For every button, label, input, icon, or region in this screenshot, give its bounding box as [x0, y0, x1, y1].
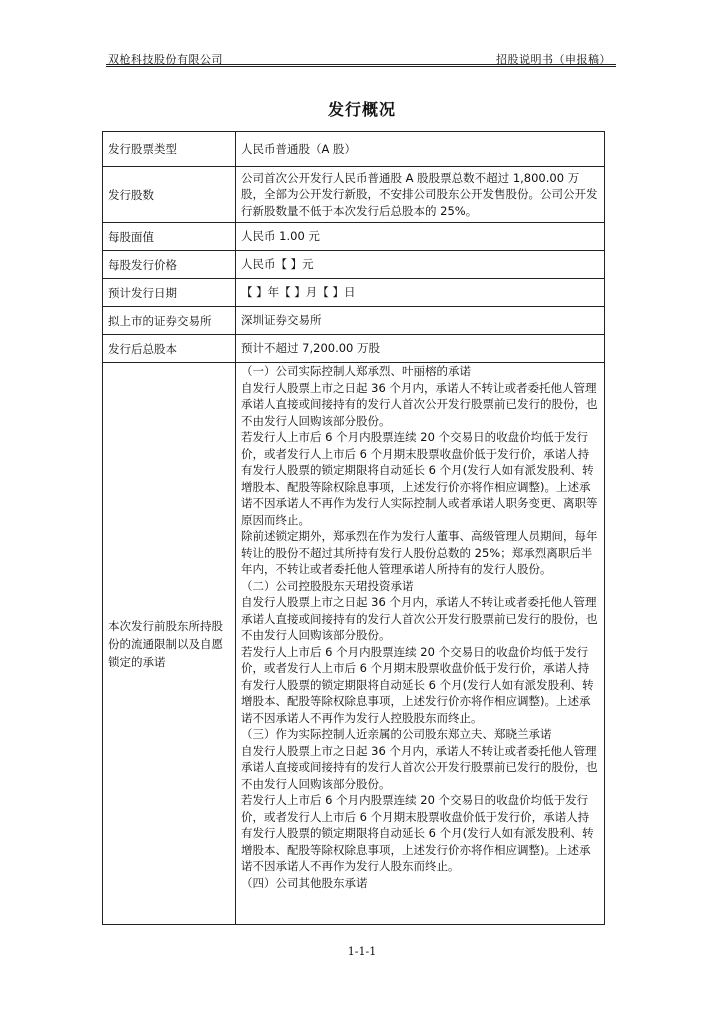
header-rule	[106, 64, 616, 67]
commitment-paragraph: 若发行人上市后 6 个月内股票连续 20 个交易日的收盘价均低于发行价，或者发行人上市后 6 个月期末股票收盘价低于发行价，承诺人持有发行人股票的锁定期限将自动延长 6 个月(发行人如有派发股利、转增股本、配股等除权除息事项，上述发行价亦将作相应调整)。上述承诺不因承诺人不再作为发行人股东而终止。	[241, 793, 594, 873]
commitment-paragraph: 若发行人上市后 6 个月内股票连续 20 个交易日的收盘价均低于发行价，或者发行人上市后 6 个月期末股票收盘价低于发行价，承诺人持有发行人股票的锁定期限将自动延长 6 个月(发行人如有派发股利、转增股本、配股等除权除息事项，上述发行价亦将作相应调整)。上述承诺不因承诺人不再作为发行人实际控制人或者承诺人职务变更、离职等原因而终止。	[241, 430, 598, 527]
row-value: 人民币普通股（A 股）	[236, 132, 605, 167]
row-label: 每股面值	[103, 223, 236, 251]
commitment-heading: （四）公司其他股东承诺	[241, 875, 368, 890]
table-row	[103, 307, 605, 335]
commitment-heading: （一）公司实际控制人郑承烈、叶丽榕的承诺	[241, 364, 471, 378]
commitments-text	[236, 363, 605, 925]
row-label: 每股发行价格	[103, 251, 236, 279]
row-value: 【 】年【 】月【 】日	[236, 279, 605, 307]
page-number: 1-1-1	[347, 945, 377, 958]
commitment-paragraph: 自发行人股票上市之日起 36 个月内，承诺人不转让或者委托他人管理承诺人直接或间接持有的发行人首次公开发行股票前已发行的股份，也不由发行人回购该部分股份。	[241, 595, 598, 642]
row-value: 公司首次公开发行人民币普通股 A 股股票总数不超过 1,800.00 万股，全部为公开发行新股，不安排公司股东公开发售股份。公司公开发行新股数量不低于本次发行后总股本的 25%。	[236, 167, 605, 223]
commitment-paragraph: 自发行人股票上市之日起 36 个月内，承诺人不转让或者委托他人管理承诺人直接或间接持有的发行人首次公开发行股票前已发行的股份，也不由发行人回购该部分股份。	[241, 380, 598, 428]
row-value: 人民币【 】元	[236, 251, 605, 279]
table-row-commitments	[103, 363, 605, 925]
table-row	[103, 167, 605, 223]
table-row	[103, 335, 605, 363]
header-doc-type: 招股说明书（申报稿）	[496, 53, 611, 66]
page-title: 发行概况	[327, 100, 396, 119]
offering-overview-table	[102, 131, 605, 925]
commitment-paragraph: 除前述锁定期外，郑承烈在作为发行人董事、高级管理人员期间，每年转让的股份不超过其所持有发行人股份总数的 25%；郑承烈离职后半年内，不转让或者委托他人管理承诺人所持有的发行人股份。	[241, 529, 598, 576]
table-row	[103, 223, 605, 251]
row-label: 发行股数	[103, 167, 236, 223]
table-row	[103, 132, 605, 167]
row-value: 深圳证券交易所	[236, 307, 605, 335]
commitment-paragraph: 若发行人上市后 6 个月内股票连续 20 个交易日的收盘价均低于发行价，或者发行人上市后 6 个月期末股票收盘价低于发行价，承诺人持有发行人股票的锁定期限将自动延长 6 个月(发行人如有派发股利、转增股本、配股等除权除息事项，上述发行价亦将作相应调整)。上述承诺不因承诺人不再作为发行人控股股东而终止。	[241, 644, 594, 725]
table-row	[103, 251, 605, 279]
commitments-label: 本次发行前股东所持股份的流通限制以及自愿锁定的承诺	[103, 363, 236, 925]
row-label: 发行股票类型	[103, 132, 236, 167]
header-company: 双枪科技股份有限公司	[108, 53, 223, 66]
commitment-paragraph: 自发行人股票上市之日起 36 个月内，承诺人不转让或者委托他人管理承诺人直接或间接持有的发行人首次公开发行股票前已发行的股份，也不由发行人回购该部分股份。	[241, 743, 598, 791]
row-label: 拟上市的证券交易所	[103, 307, 236, 335]
commitment-heading: （二）公司控股股东天珺投资承诺	[241, 578, 414, 593]
row-value: 预计不超过 7,200.00 万股	[236, 335, 605, 363]
table-row	[103, 279, 605, 307]
row-value: 人民币 1.00 元	[236, 223, 605, 251]
commitment-heading: （三）作为实际控制人近亲属的公司股东郑立夫、郑晓兰承诺	[241, 727, 552, 741]
row-label: 预计发行日期	[103, 279, 236, 307]
row-label: 发行后总股本	[103, 335, 236, 363]
